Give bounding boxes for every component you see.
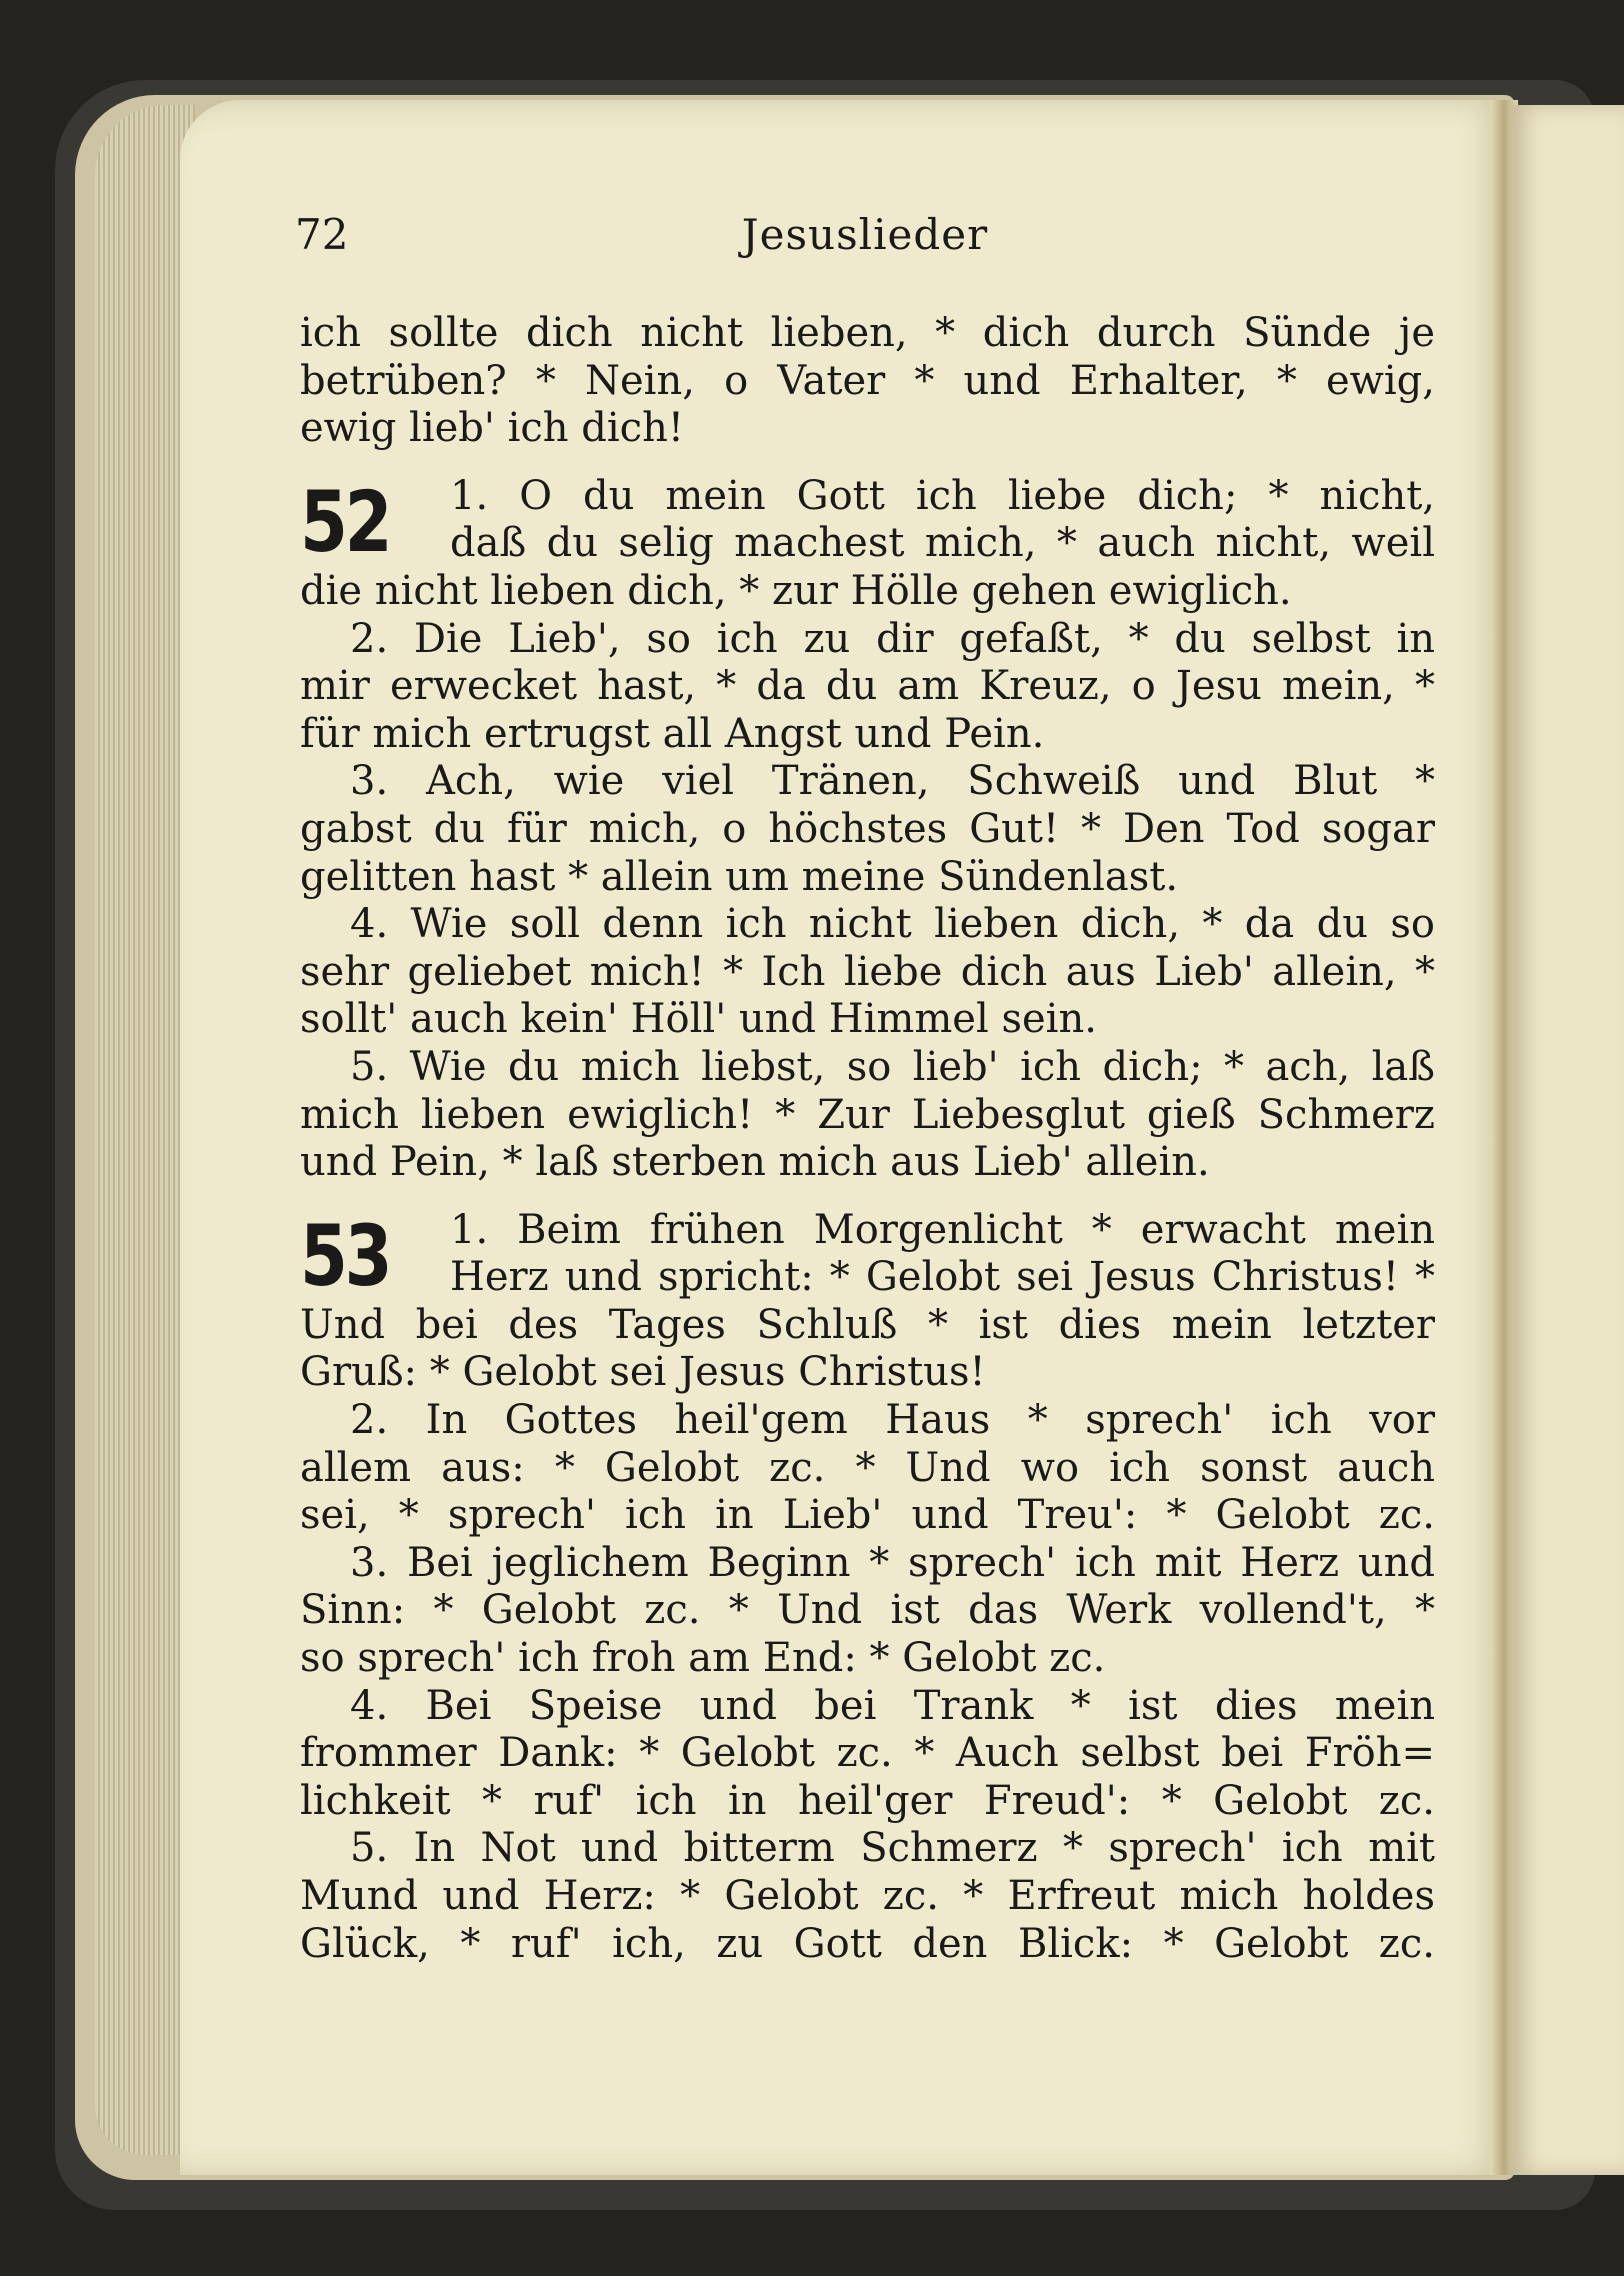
text-line: 5. In Not und bitterm Schmerz * sprech' ich mit	[350, 1825, 1435, 1872]
text-line: daß du selig machest mich, * auch nicht, weil	[450, 520, 1435, 567]
song-52	[300, 473, 1435, 1187]
text-line: 2. In Gottes heil'gem Haus * sprech' ich vor	[350, 1397, 1435, 1444]
text-line: sei, * sprech' ich in Lieb' und Treu': * Gelobt zc.	[300, 1492, 1435, 1539]
verse	[300, 1397, 1435, 1540]
page-number: 72	[295, 210, 349, 259]
text-line: 1. O du mein Gott ich liebe dich; * nicht,	[450, 472, 1435, 519]
text-line: die nicht lieben dich, * zur Hölle gehen ewiglich.	[300, 567, 1292, 614]
right-page-edge	[1510, 105, 1624, 2175]
verse	[300, 758, 1435, 901]
text-line: allem aus: * Gelobt zc. * Und wo ich sonst auch	[300, 1444, 1435, 1491]
text-line: Glück, * ruf' ich, zu Gott den Blick: * Gelobt zc.	[300, 1920, 1435, 1967]
running-title: Jesuslieder	[741, 210, 989, 259]
text-line: betrüben? * Nein, o Vater * und Erhalter, * ewig,	[300, 357, 1435, 404]
verse	[300, 473, 1435, 616]
text-line: 4. Bei Speise und bei Trank * ist dies mein	[350, 1682, 1435, 1729]
song-number: 53	[300, 1206, 390, 1305]
text-line: 2. Die Lieb', so ich zu dir gefaßt, * du selbst in	[350, 615, 1435, 662]
text-line: mich lieben ewiglich! * Zur Liebesglut gieß Schmerz	[300, 1091, 1435, 1138]
text-line: 3. Bei jeglichem Beginn * sprech' ich mit Herz und	[350, 1539, 1435, 1586]
text-line: frommer Dank: * Gelobt zc. * Auch selbst bei Fröh=	[300, 1730, 1435, 1777]
song-number: 52	[300, 472, 390, 571]
text-line: gelitten hast * allein um meine Sündenlast.	[300, 853, 1179, 900]
verse	[300, 1540, 1435, 1683]
verse	[300, 616, 1435, 759]
text-line: sollt' auch kein' Höll' und Himmel sein.	[300, 996, 1097, 1043]
text-line: Gruß: * Gelobt sei Jesus Christus!	[300, 1349, 986, 1396]
text-line: ewig lieb' ich dich!	[300, 405, 684, 452]
text-line: und Pein, * laß sterben mich aus Lieb' allein.	[300, 1139, 1210, 1186]
text-line: 4. Wie soll denn ich nicht lieben dich, * da du so	[350, 901, 1435, 948]
intro-verse	[300, 310, 1435, 453]
page-text	[300, 310, 1435, 1968]
verse	[300, 1207, 1435, 1397]
text-line: so sprech' ich froh am End: * Gelobt zc.	[300, 1635, 1106, 1682]
text-line: Mund und Herz: * Gelobt zc. * Erfreut mich holdes	[300, 1873, 1435, 1919]
text-line: 3. Ach, wie viel Tränen, Schweiß und Blut *	[350, 758, 1435, 805]
song-53	[300, 1207, 1435, 1969]
text-line: gabst du für mich, o höchstes Gut! * Den Tod sogar	[300, 805, 1435, 852]
verse	[300, 901, 1435, 1044]
text-line: 5. Wie du mich liebst, so lieb' ich dich; * ach, laß	[350, 1043, 1435, 1090]
text-line: 1. Beim frühen Morgenlicht * erwacht mein	[450, 1206, 1435, 1253]
text-line: Sinn: * Gelobt zc. * Und ist das Werk vollend't, *	[300, 1587, 1435, 1634]
text-line: sehr geliebet mich! * Ich liebe dich aus Lieb' allein, *	[300, 948, 1435, 995]
text-line: mir erwecket hast, * da du am Kreuz, o Jesu mein, *	[300, 663, 1435, 710]
verse	[300, 1044, 1435, 1187]
text-line: lichkeit * ruf' ich in heil'ger Freud': * Gelobt zc.	[300, 1777, 1435, 1824]
page-header	[295, 205, 1435, 275]
verse	[300, 1825, 1435, 1968]
text-line: für mich ertrugst all Angst und Pein.	[300, 710, 1045, 757]
text-line: Herz und spricht: * Gelobt sei Jesus Christus! *	[450, 1254, 1435, 1301]
text-line: Und bei des Tages Schluß * ist dies mein letzter	[300, 1301, 1435, 1348]
verse	[300, 1683, 1435, 1826]
text-line: ich sollte dich nicht lieben, * dich durch Sünde je	[300, 310, 1435, 356]
